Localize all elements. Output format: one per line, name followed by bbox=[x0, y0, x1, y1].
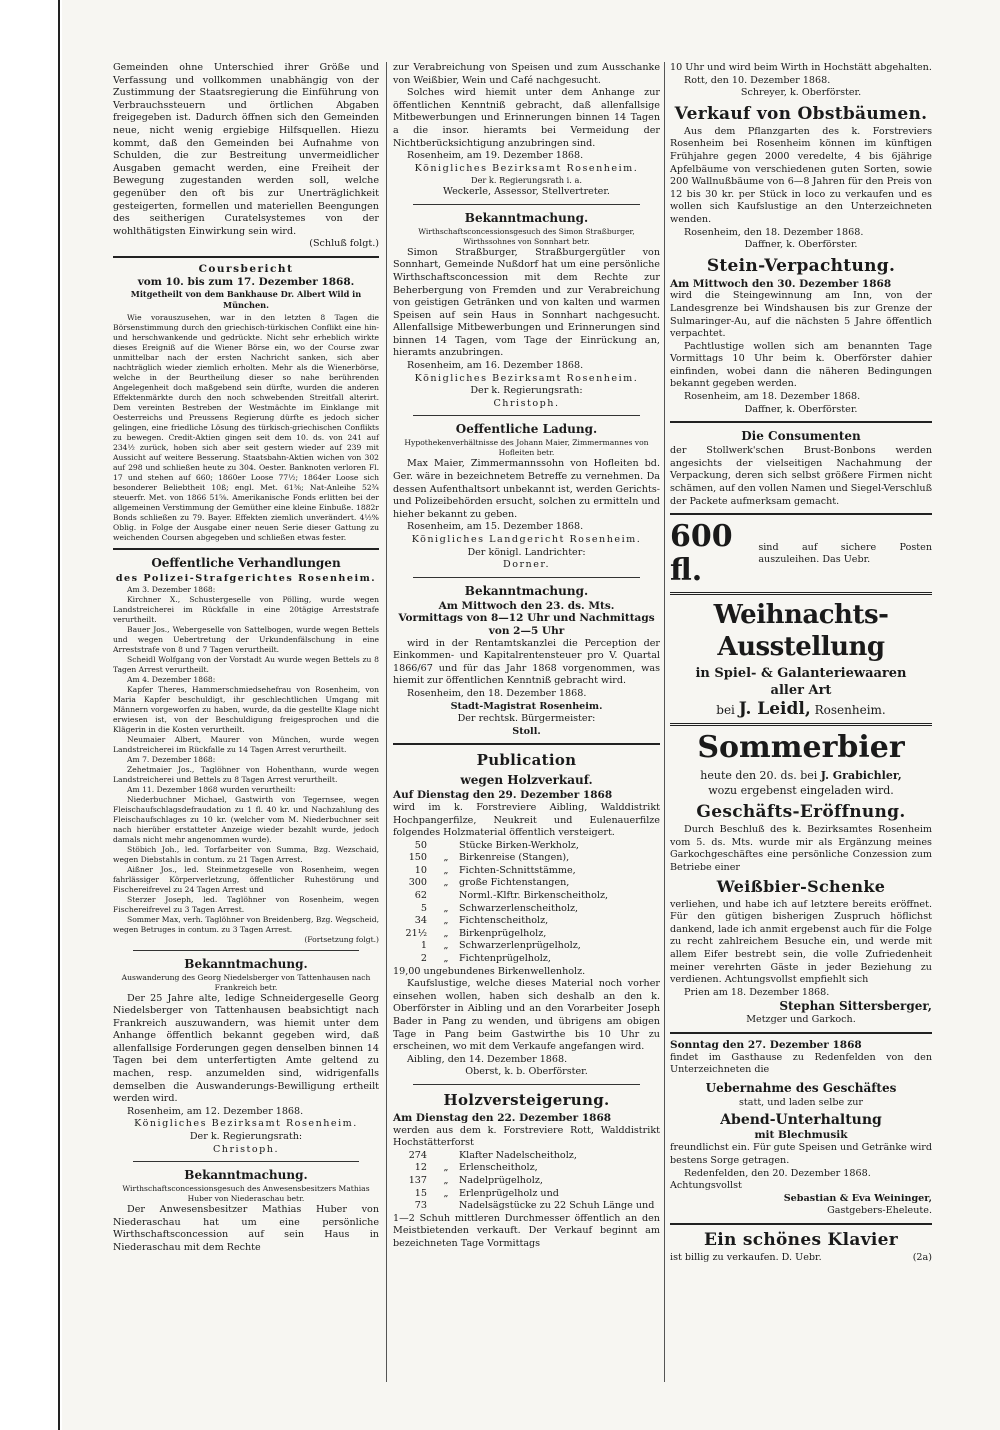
piano-ref: (2a) bbox=[912, 1251, 932, 1263]
divider bbox=[670, 723, 932, 726]
proceedings-entry: Aißner Jos., led. Steinmetzgeselle von Rosenheim, wegen fahrlässiger Körperverletzung, öffentlicher Ruhestörung und Fischereifrevel zu 24 Tagen Arrest und bbox=[113, 864, 379, 894]
column-3 bbox=[670, 62, 932, 1264]
huber-text: Der Anwesensbesitzer Mathias Huber von Niederaschau hat um eine persönliche Wirthschaftsconcession auf sein Haus in Niederaschau mit dem Rechte bbox=[113, 1204, 379, 1253]
emigration-text: Der 25 Jahre alte, ledige Schneidergeselle Georg Niedelsberger von Tattenhausen beabsichtigt nach Frankreich auszuwandern, was hiemit unter dem Anhange öffentlich bekannt gegeben wird, daß allenfallsige Forderungen gegen denselben binnen 14 Tagen bei dem unterfertigten Amte geltend zu machen, resp. anzumelden sind, widrigenfalls demselben die Auswanderungs-Bewilligung ertheilt werden wird. bbox=[113, 992, 379, 1105]
piano-title: Ein schönes Klavier bbox=[703, 1229, 899, 1250]
stone-lease-place-date: Rosenheim, am 18. Dezember 1868. bbox=[684, 391, 861, 403]
proceedings-date: Am 4. Dezember 1868: bbox=[127, 674, 216, 684]
strassburger-text: Simon Straßburger, Straßburgergütler von Sonnhart, Gemeinde Nußdorf hat um eine persönliche Wirthschaftsconcession mit dem Rechte zur Beherbergung von Fremden und zur Verabreichung von geistigen Getränken und von kalten und warmen Speisen auf sein Haus in Sonnhart nachgesucht. Allenfallsige Mitbewerbungen und Erinnerungen sind binnen 14 Tagen, vom Tage der Einrückung an, hieramts anzubringen. bbox=[393, 246, 660, 359]
auction-text: werden aus dem k. Forstreviere Rott, Walddistrikt Hochstätterforst bbox=[393, 1124, 660, 1149]
publication-signature: Oberst, k. b. Oberförster. bbox=[465, 1066, 588, 1078]
list-item: 2 „ Fichtenprügelholz, bbox=[420, 953, 551, 965]
huber-rank: Der k. Regierungsrath i. a. bbox=[471, 175, 582, 186]
summer-beer-host: J. Grabichler, bbox=[820, 769, 902, 783]
huber-place-date: Rosenheim, am 19. Dezember 1868. bbox=[407, 150, 584, 162]
huber-text-cont: zur Verabreichung von Speisen und zum Ausschanke von Weißbier, Wein und Café nachgesucht. bbox=[393, 62, 660, 86]
list-item: 50 Stücke Birken-Werkholz, bbox=[414, 839, 579, 851]
strassburger-title: Bekanntmachung. bbox=[464, 210, 589, 225]
divider bbox=[133, 950, 359, 951]
piano-text: ist billig zu verkaufen. D. Uebr. bbox=[670, 1251, 822, 1263]
summer-beer-invite: wozu ergebenst eingeladen wird. bbox=[708, 784, 894, 798]
publication-text: wird im k. Forstreviere Aibling, Walddistrikt Hochpangerfilze, Neukreit und Eulenauerfilze folgendes Holzmaterial öffentlich versteigert. bbox=[393, 801, 660, 839]
emigration-signature: Christoph. bbox=[212, 1143, 280, 1155]
stone-lease-text2: Pachtlustige wollen sich am benannten Tage Vormittags 10 Uhr beim k. Oberförster dahier einfinden, wobei dann die näheren Bedingungen bekannt gegeben werden. bbox=[670, 340, 932, 390]
list-item: 150 „ Birkenreise (Stangen), bbox=[408, 852, 570, 864]
takeover-text: findet im Gasthause zu Redenfelden von den Unterzeichneten die bbox=[670, 1051, 932, 1076]
list-item: 21½ „ Birkenprügelholz, bbox=[405, 927, 547, 939]
takeover-text3: freundlichst ein. Für gute Speisen und Getränke wird bestens Sorge getragen. bbox=[670, 1142, 932, 1166]
tax-title: Bekanntmachung. bbox=[464, 583, 589, 598]
publication-when: Auf Dienstag den 29. Dezember 1868 bbox=[393, 789, 613, 802]
takeover-place-date: Redenfelden, den 20. Dezember 1868. bbox=[684, 1167, 871, 1179]
emigration-place-date: Rosenheim, am 12. Dezember 1868. bbox=[127, 1105, 304, 1117]
proceedings-date: Am 7. Dezember 1868: bbox=[127, 754, 216, 764]
christmas-exhibition-title: Weihnachts-Ausstellung bbox=[713, 600, 889, 663]
emigration-office: Königliches Bezirksamt Rosenheim. bbox=[134, 1118, 358, 1130]
auction-text2: 1—2 Schuh mittleren Durchmesser öffentlich an den Meistbietenden verkauft. Der Verkauf beginnt am bezeichneten Tage Vormittags bbox=[393, 1212, 660, 1249]
divider bbox=[670, 1032, 932, 1034]
stone-lease-text: wird die Steingewinnung am Inn, von der Landesgrenze bei Windshausen bis zur Grenze der Sulmaringer-Au, auf die nächsten 5 Jahre öffentlich verpachtet. bbox=[670, 290, 932, 340]
fruit-trees-place-date: Rosenheim, den 18. Dezember 1868. bbox=[684, 226, 864, 238]
publication-last-item: 19,00 ungebundenes Birkenwellenholz. bbox=[393, 965, 586, 977]
proceedings-entry: Kirchner X., Schustergeselle von Pölling, wurde wegen Landstreicherei im Rückfalle in eine 20tägige Arreststrafe verurtheilt. bbox=[113, 594, 379, 624]
business-opening-signature: Stephan Sittersberger, bbox=[779, 999, 932, 1014]
tax-signature: Stoll. bbox=[512, 725, 541, 737]
huber-subtitle: Wirthschaftsconcessionsgesuch des Anwesensbesitzers Mathias Huber von Niederaschau betr. bbox=[122, 1184, 370, 1204]
divider bbox=[413, 1084, 640, 1085]
summer-beer-title: Sommerbier bbox=[697, 730, 905, 766]
column-1 bbox=[113, 62, 379, 1255]
list-item: 300 „ große Fichtenstangen, bbox=[408, 877, 570, 889]
list-item: 10 „ Fichten-Schnittstämme, bbox=[414, 864, 576, 876]
auction-signature: Schreyer, k. Oberförster. bbox=[740, 87, 862, 99]
summons-signature: Dorner. bbox=[503, 559, 550, 571]
auction-when: Am Dienstag den 22. Dezember 1868 bbox=[393, 1111, 612, 1124]
divider bbox=[413, 415, 640, 416]
emigration-title: Bekanntmachung. bbox=[184, 956, 308, 971]
stone-lease-title: Stein-Verpachtung. bbox=[706, 255, 896, 276]
takeover-signature: Sebastian & Eva Weininger, bbox=[783, 1192, 932, 1204]
divider bbox=[670, 1223, 932, 1225]
continuation-note: (Schluß folgt.) bbox=[309, 238, 379, 250]
divider bbox=[113, 548, 379, 550]
proceedings-entry: Sterzer Joseph, led. Taglöhner von Rosenheim, wegen Fischereifrevel zu 3 Tagen Arrest. bbox=[113, 894, 379, 914]
loan-amount: 600 fl. bbox=[670, 519, 733, 589]
tax-hours: Vormittags von 8—12 Uhr und Nachmittags von 2—5 Uhr bbox=[398, 612, 655, 637]
proceedings-subtitle: des Polizei-Strafgerichtes Rosenheim. bbox=[115, 572, 377, 584]
summons-text: Max Maier, Zimmermannssohn von Hofleiten bd. Ger. wäre in bezeichnetem Betreffe zu vernehmen. Da dessen Aufenthaltsort unbekannt ist, werden Gerichts- und Polizeibehörden ersucht, solchen zu ermitteln und hieher bekannt zu geben. bbox=[393, 458, 660, 520]
divider bbox=[670, 513, 932, 515]
proceedings-entry: Stöbich Joh., led. Torfarbeiter von Summa, Bzg. Wezschaid, wegen Diebstahls in contum. zu 21 Tagen Arrest. bbox=[113, 844, 379, 864]
takeover-music: mit Blechmusik bbox=[754, 1129, 848, 1142]
tax-text: wird in der Rentamtskanzlei die Perception der Einkommen- und Kapitalrentensteuer pro V. Quartal 1866/67 und für das Jahr 1868 vorgenommen, was hiemit zur öffentlichen Kenntniß gebracht wird. bbox=[393, 637, 660, 687]
business-opening-place-date: Prien am 18. Dezember 1868. bbox=[684, 986, 830, 998]
list-item: 15 „ Erlenprügelholz und bbox=[414, 1187, 559, 1199]
column-2 bbox=[393, 62, 660, 1251]
course-report-title: Coursbericht bbox=[198, 262, 294, 275]
strassburger-office: Königliches Bezirksamt Rosenheim. bbox=[414, 372, 639, 384]
summons-place-date: Rosenheim, am 15. Dezember 1868. bbox=[407, 521, 584, 533]
continuation-note: (Fortsetzung folgt.) bbox=[304, 934, 379, 944]
stone-lease-when: Am Mittwoch den 30. Dezember 1868 bbox=[670, 277, 892, 290]
proceedings-entry: Kapfer Theres, Hammerschmiedsehefrau von Rosenheim, von Maria Kapfer beschuldigt, ihr geschlechtlichen Umgang mit Männern vorgeworfen zu haben, wurde, da die gestellte Klage nicht erwiesen ist, von der Beschuldigung freigesprochen und die Klägerin in die Kosten verurtheilt. bbox=[113, 684, 379, 734]
course-report-dates: vom 10. bis zum 17. Dezember 1868. bbox=[137, 275, 355, 288]
business-opening-kind: Weißbier-Schenke bbox=[716, 876, 886, 896]
proceedings-entry: Neumaier Albert, Maurer von München, wurde wegen Landstreicherei im Rückfalle zu 14 Tagen Arrest verurtheilt. bbox=[113, 734, 379, 754]
publication-place-date: Aibling, den 14. Dezember 1868. bbox=[407, 1053, 568, 1065]
summons-rank: Der königl. Landrichter: bbox=[467, 546, 586, 558]
business-opening-text: Durch Beschluß des k. Bezirksamtes Rosenheim vom 5. ds. Mts. wurde mir als Ergänzung meines Garkochgeschäftes eine persönliche Conzession zum Betriebe einer bbox=[670, 824, 932, 873]
list-item: 5 „ Schwarzerlenscheitholz, bbox=[420, 902, 579, 914]
divider bbox=[393, 743, 660, 745]
summons-office: Königliches Landgericht Rosenheim. bbox=[411, 534, 642, 546]
stone-lease-signature: Daffner, k. Oberförster. bbox=[744, 403, 858, 415]
strassburger-place-date: Rosenheim, am 16. Dezember 1868. bbox=[407, 360, 584, 372]
strassburger-signature: Christoph. bbox=[493, 397, 560, 409]
takeover-title: Uebernahme des Geschäftes bbox=[705, 1080, 897, 1095]
fruit-trees-title: Verkauf von Obstbäumen. bbox=[674, 103, 928, 124]
huber-text-cont2: Solches wird hiemit unter dem Anhange zur öffentlichen Kenntniß gebracht, daß allenfallsige Mitbewerbungen und Erinnerungen binnen 14 Tagen a die insor. hieramts bei Vermeidung der Nichtberücksichtigung anzubringen sind. bbox=[393, 87, 660, 149]
business-opening-title: Geschäfts-Eröffnung. bbox=[696, 802, 906, 823]
proceedings-entry: Niederbuchner Michael, Gastwirth von Tegernsee, wegen Fleischaufschlagsdefraudation zu 1 fl. 40 kr. und Nachzahlung des Fleischaufschlages zu 10 kr. (welcher vom M. Niederbuchner seit nach hierüber erstatteter Anzeige wieder bezahlt wurde, jedoch damals nicht mehr angenommen wurde). bbox=[113, 794, 379, 844]
article-intro: Gemeinden ohne Unterschied ihrer Größe und Verfassung und vollkommen unabhängig von der Zustimmung der Staatsregierung die Einführung von Verbrauchssteuern und örtlichen Abgaben freigegeben ist. Dadurch öffnen sich den Gemeinden neue, nicht wenig ergiebige Hilfsquellen. Hiezu kommt, daß den Gemeinden bei Aufnahme von Schulden, die zur Bestreitung unvermeidlicher Ausgaben gemacht werden, eine Freiheit der Bewegung zugestanden werden soll, welche gegenüber den oft bis zur Unerträglichkeit gesteigerten, formellen und materiellen Beengungen des seitherigen Curatelsystemes von der wohlthätigsten Einwirkung sein wird. bbox=[113, 62, 379, 237]
auction-title: Holzversteigerung. bbox=[443, 1090, 610, 1109]
publication-title: Publication bbox=[476, 751, 577, 770]
course-report-text: Wie vorauszusehen, war in den letzten 8 Tagen die Börsenstimmung durch den griechisch-türkischen Conflikt eine hin- und herschwankende und gedrückte. Nicht sehr erheblich wirkte dieses Ereigniß auf die Wiener Börse ein, wo der Course zwar unmittelbar nach der ersten Nachricht sanken, sich aber nachträglich wieder ziemlich erholten. Mehr als die Wienerbörse, welche in der Beurtheilung dieser so nahe berührenden Angelegenheit doch maßgebend sein dürfte, wurden die anderen Effektenmärkte durch den noch schwebenden Streitfall alterirt. Dem vereinten Bestreben der Westmächte im Einklange mit Oesterreichs und Preussens Regierung dürfte es jedoch sicher gelingen, eine friedliche Lösung des türkisch-griechischen Conflikts zu bewegen. Credit-Aktien gingen seit dem 10. ds. von 241 auf 234½ zurück, hoben sich aber seit gestern wieder auf 239 mit Aussicht auf weitere Besserung. Staatsbahn-Aktien wichen von 302 auf 298 und schließen heute zu 304. Oester. Banknoten verloren Fl. 17 und stehen auf 660; 1860er Loose 77½; 1864er Loose sich besonderer Beliebtheit 10ß; engl. Met. 61⅜; Nat-Anleihe 52¾ steuerfr. Met. von 1866 51⅝. Amerikanische Fonds erlitten bei der allgemeinen Verstimmung der Gemüther eine kleine Einbuße. 1882r Bonds schließen zu 79. Bayer. Effekten ziemlich unverändert. 4½% Oblig. in Folge der Ausgabe einer neuen Serie dieser Gattung zu weichenden Coursen abgegeben und schließen etwas fester. bbox=[113, 312, 379, 542]
column-rule-1 bbox=[386, 62, 387, 1382]
tax-rank: Der rechtsk. Bürgermeister: bbox=[457, 713, 596, 725]
course-report-byline: Mitgetheilt von dem Bankhause Dr. Albert Wild in München. bbox=[130, 288, 362, 310]
emigration-rank: Der k. Regierungsrath: bbox=[189, 1131, 303, 1143]
fruit-trees-text: Aus dem Pflanzgarten des k. Forstreviers Rosenheim bei Rosenheim können im künftigen Frühjahre gegen 2000 veredelte, 4 bis 6jährige Apfelbäume von verschiedenen guten Sorten, sowie 200 Wallnußbäume von 6—8 Jahren für den Preis von 12 bis 30 kr. per Stück in loco zu verkaufen und es wollen sich Kaufslustige an den Unterzeichneten wenden. bbox=[670, 125, 932, 225]
vendor-prefix: bei bbox=[716, 703, 735, 718]
summer-beer-text: heute den 20. ds. bei bbox=[700, 769, 818, 783]
tax-place-date: Rosenheim, den 18. Dezember 1868. bbox=[407, 687, 587, 699]
loan-text: sind auf sichere Posten auszuleihen. Das Uebr. bbox=[758, 541, 932, 566]
piano-line bbox=[670, 1252, 932, 1265]
summons-title: Oeffentliche Ladung. bbox=[455, 422, 598, 437]
takeover-text2: statt, und laden selbe zur bbox=[738, 1096, 864, 1108]
huber-office: Königliches Bezirksamt Rosenheim. bbox=[414, 162, 639, 174]
list-item: 34 „ Fichtenscheitholz, bbox=[414, 915, 549, 927]
strassburger-subtitle: Wirthschaftsconcessionsgesuch des Simon Straßburger, Wirthssohnes von Sonnhart betr. bbox=[418, 226, 635, 246]
list-item: 274 Klafter Nadelscheitholz, bbox=[408, 1149, 577, 1161]
divider bbox=[133, 1161, 359, 1162]
proceedings-date: Am 11. Dezember 1868 wurden verurtheilt: bbox=[127, 784, 296, 794]
tax-when: Am Mittwoch den 23. ds. Mts. bbox=[438, 599, 615, 612]
divider bbox=[413, 204, 640, 205]
list-item: 137 „ Nadelprügelholz, bbox=[408, 1174, 543, 1186]
divider bbox=[670, 592, 932, 595]
proceedings-entry: Scheidl Wolfgang von der Vorstadt Au wurde wegen Bettels zu 8 Tagen Arrest verurtheilt. bbox=[113, 654, 379, 674]
list-item: 62 Norml.-Klftr. Birkenscheitholz, bbox=[414, 890, 609, 902]
divider bbox=[670, 421, 932, 423]
publication-text2: Kaufslustige, welche dieses Material noch vorher einsehen wollen, haben sich deshalb an den k. Oberförster in Aibling und an den Vorarbeiter Joseph Bader in Pang zu wenden, und übrigens am obigen Tage in Pang beim Gastwirthe bis 10 Uhr zu erscheinen, wo mit dem Verkaufe angefangen wird. bbox=[393, 978, 660, 1053]
tax-office: Stadt-Magistrat Rosenheim. bbox=[450, 700, 603, 712]
proceedings-date: Am 3. Dezember 1868: bbox=[127, 584, 216, 594]
huber-signature: Weckerle, Assessor, Stellvertreter. bbox=[443, 186, 610, 198]
publication-subtitle: wegen Holzverkauf. bbox=[460, 773, 593, 788]
takeover-when: Sonntag den 27. Dezember 1868 bbox=[670, 1038, 862, 1051]
fruit-trees-signature: Daffner, k. Oberförster. bbox=[744, 239, 858, 251]
loan-ad bbox=[670, 520, 932, 588]
publication-item-list bbox=[393, 840, 660, 966]
business-opening-trade: Metzger und Garkoch. bbox=[746, 1014, 856, 1026]
page-fold-line bbox=[58, 0, 60, 1430]
christmas-exhibition-line2: aller Art bbox=[770, 683, 832, 699]
proceedings-entry: Sommer Max, verh. Taglöhner von Breidenberg, Bzg. Wegscheid, wegen Betruges in contum. zu 3 Tagen Arrest. bbox=[113, 914, 379, 934]
vendor-place: Rosenheim. bbox=[814, 703, 886, 718]
list-item: 12 „ Erlenscheitholz, bbox=[414, 1162, 538, 1174]
business-opening-text2: verliehen, und habe ich auf letztere bereits eröffnet. Für den gütigen bisherigen Zuspruch höflichst dankend, lade ich anmit ergebenst auch für die Folge zu recht zahlreichem Besuche ein, und werde mit allem Eifer bestrebt sein, die volle Zufriedenheit meiner verehrten Gäste in jeder Beziehung zu verdienen. Achtungsvollst empfiehlt sich bbox=[670, 898, 932, 986]
auction-text-cont: 10 Uhr und wird beim Wirth in Hochstätt abgehalten. bbox=[670, 62, 932, 73]
takeover-role: Gastgebers-Eheleute. bbox=[827, 1205, 932, 1217]
summons-subtitle: Hypothekenverhältnisse des Johann Maier, Zimmermannes von Hofleiten betr. bbox=[404, 438, 649, 458]
christmas-exhibition-line1: in Spiel- & Galanteriewaaren bbox=[695, 666, 907, 682]
list-item: 73 Nadelsägstücke zu 22 Schuh Länge und bbox=[414, 1200, 655, 1212]
takeover-regards: Achtungsvollst bbox=[670, 1180, 742, 1192]
summer-beer-line bbox=[670, 768, 932, 783]
list-item: 1 „ Schwarzerlenprügelholz, bbox=[420, 940, 581, 952]
strassburger-rank: Der k. Regierungsrath: bbox=[470, 385, 583, 397]
proceedings-entry: Zehetmaier Jos., Taglöhner von Hohenthann, wurde wegen Landstreicherei und Bettels zu 8 Tagen Arrest verurtheilt. bbox=[113, 764, 379, 784]
consumers-title: Die Consumenten bbox=[741, 429, 861, 444]
takeover-event: Abend-Unterhaltung bbox=[720, 1112, 882, 1129]
auction-item-list bbox=[393, 1150, 660, 1213]
christmas-exhibition-vendor bbox=[670, 700, 932, 719]
emigration-subtitle: Auswanderung des Georg Niedelsberger von Tattenhausen nach Frankreich betr. bbox=[121, 972, 371, 992]
vendor-name: J. Leidl, bbox=[738, 699, 811, 720]
column-rule-2 bbox=[664, 62, 665, 1382]
divider bbox=[413, 577, 640, 578]
consumers-text: der Stollwerk'schen Brust-Bonbons werden angesichts der vielseitigen Nachahmung der Verpackung, deren sich selbst größere Firmen nicht schämen, auf den vollen Namen und Siegel-Verschluß der Packete aufmerksam gemacht. bbox=[670, 445, 932, 507]
divider bbox=[113, 256, 379, 258]
huber-title: Bekanntmachung. bbox=[184, 1168, 308, 1183]
proceedings-title: Oeffentliche Verhandlungen bbox=[151, 555, 341, 570]
proceedings-entry: Bauer Jos., Webergeselle von Sattelbogen, wurde wegen Bettels und wegen Uebertretung der Urkundenfälschung in eine Arreststrafe von 8 und 7 Tagen verurtheilt. bbox=[113, 624, 379, 654]
auction-place-date: Rott, den 10. Dezember 1868. bbox=[684, 74, 831, 86]
page-margin bbox=[0, 0, 62, 1430]
